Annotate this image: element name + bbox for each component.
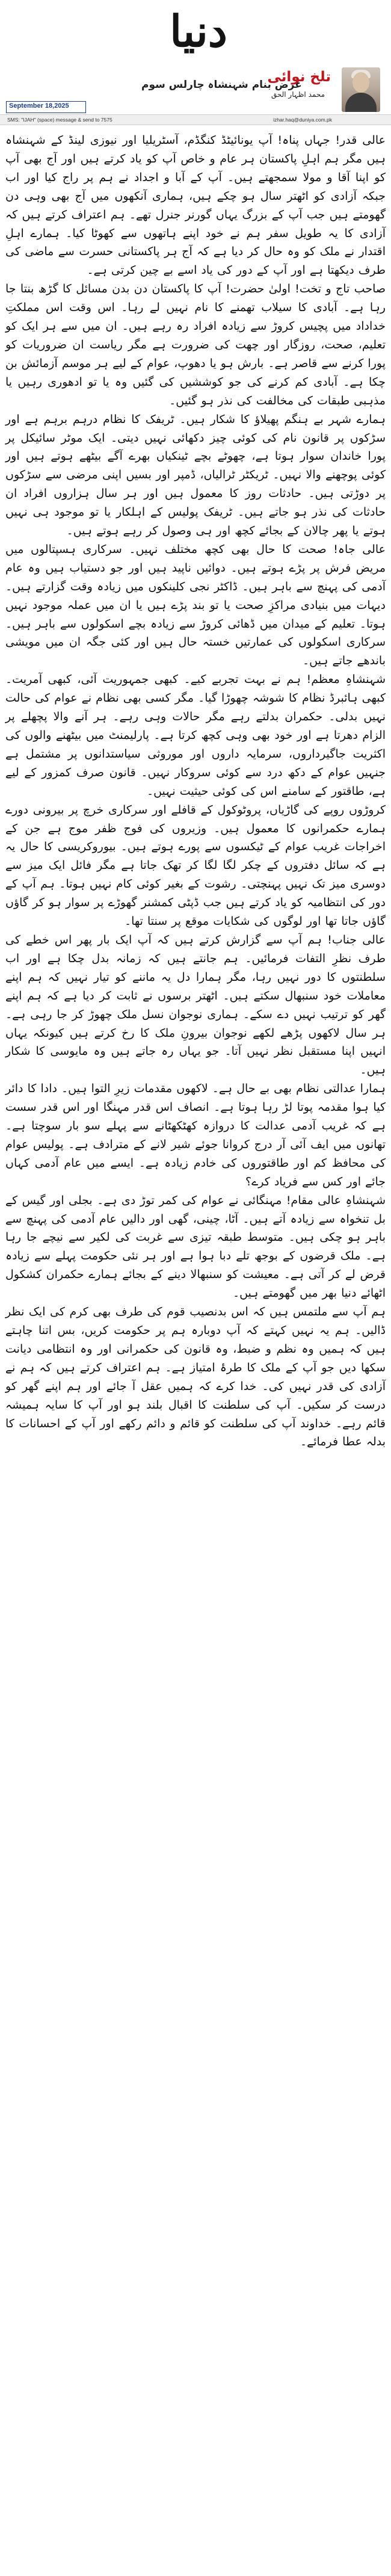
author-shoulders: [345, 93, 377, 112]
info-bar: [0, 114, 391, 125]
article-paragraph: ہمارا عدالتی نظام بھی بے حال ہے۔ لاکھوں مقدمات زیرِ التوا ہیں۔ دادا کا دائر کیا ہوا مقدمہ پوتا لڑ رہا ہوتا ہے۔ انصاف اس قدر مہنگا اور اس قدر سست ہے کہ غریب آدمی عدالت کا دروازہ کھٹکھٹانے سے پہلے سو بار سوچتا ہے۔ تھانوں میں ایف آئی آر درج کروانا جوئے شیر لانے کے مترادف ہے۔ پولیس عوام کی محافظ کم اور طاقتوروں کی خادم زیادہ ہے۔ ایسے میں عام آدمی کہاں جائے اور کس سے فریاد کرے؟: [5, 1082, 386, 1188]
article-paragraph: کروڑوں روپے کی گاڑیاں، پروٹوکول کے قافلے اور سرکاری خرچ پر بیرونی دورے ہمارے حکمرانوں کا معمول ہیں۔ وزیروں کی فوج ظفر موج ہے جن کے اخراجات غریب عوام کے ٹیکسوں سے پورے ہوتے ہیں۔ بیوروکریسی کا حال یہ ہے کہ سائل دفتروں کے چکر لگا لگا کر تھک جاتا ہے مگر فائل ایک میز سے دوسری میز تک نہیں پہنچتی۔ رشوت کے بغیر کوئی کام نہیں ہوتا۔ ہم آپ کے دور کی انتظامیہ کو یاد کرتے ہیں جب ڈپٹی کمشنر گھوڑے پر سوار ہو کر گاؤں گاؤں جاتا تھا اور لوگوں کی شکایات موقع پر سنتا تھا۔: [5, 803, 386, 928]
article-paragraph: عالی قدر! جہاں پناہ! آپ یونائیٹڈ کنگڈم، آسٹریلیا اور نیوزی لینڈ کے شہنشاہ ہیں مگر ہم اہلِ پاکستان ہر عام و خاص آپ کو یاد کرتے ہیں اور آج بھی آپ کو اپنا آقا و مولا سمجھتے ہیں۔ آپ کے آبا و اجداد نے ہم پر راج کیا اور اب جبکہ آزادی کو اٹھتر سال ہو چکے ہیں، ہماری آنکھوں میں آج بھی وہی دن گھومتے ہیں جب آپ کے بزرگ یہاں گورنر جنرل تھے۔ ہم اعتراف کرتے ہیں کہ آزادی کا یہ طویل سفر ہم نے خود اپنے ہاتھوں سے کھوٹا کیا۔ ہمارے اہلِ اقتدار نے ملک کو وہ حال کر دیا ہے کہ آج ہر پاکستانی حسرت سے ماضی کی طرف دیکھتا ہے اور آپ کے دور کی یاد اسے بے چین کرتی ہے۔: [5, 134, 386, 277]
masthead: [0, 0, 391, 129]
author-head: [353, 72, 369, 93]
author-photo: [342, 67, 380, 112]
article-paragraph: عالی جناب! ہم آپ سے گزارش کرتے ہیں کہ آپ ایک بار پھر اس خطے کی طرف نظرِ التفات فرمائیں۔ ہم جانتے ہیں کہ زمانہ بدل چکا ہے اور اب سلطنتوں کا دور نہیں رہا، مگر ہمارا دل یہ ماننے کو تیار نہیں کہ ہم اپنے معاملات خود سنبھال سکتے ہیں۔ اٹھتر برسوں نے ثابت کر دیا ہے کہ ہم اپنے گھر کو ترتیب نہیں دے سکے۔ ہماری نوجوان نسل ملک چھوڑ کر جا رہی ہے۔ ہر سال لاکھوں پڑھے لکھے نوجوان بیرونِ ملک کا رخ کرتے ہیں کیونکہ یہاں انہیں اپنا مستقبل نظر نہیں آتا۔ جو یہاں رہ جاتے ہیں وہ مایوسی کا شکار ہیں۔: [5, 933, 386, 1077]
article-paragraph: ہمارے شہر بے ہنگم پھیلاؤ کا شکار ہیں۔ ٹریفک کا نظام درہم برہم ہے اور سڑکوں پر قانون نام کی کوئی چیز دکھائی نہیں دیتی۔ ایک موٹر سائیکل پر پورا خاندان سوار ہوتا ہے، چھوٹے بچے ٹینکیاں بھرے آگے بیٹھے ہوتے ہیں اور کوئی پوچھنے والا نہیں۔ ٹریکٹر ٹرالیاں، ڈمپر اور بسیں اپنی مرضی سے سڑکوں پر دوڑتی ہیں۔ حادثات روز کا معمول ہیں اور ہر سال ہزاروں افراد ان حادثات کی نذر ہو جاتے ہیں۔ ٹریفک پولیس کے اہلکار یا تو موجود ہی نہیں ہوتے یا پھر چالان کے بجائے کچھ اور ہی وصول کر رہے ہوتے ہیں۔: [5, 412, 386, 538]
article-headline: عرض بنام شہنشاہ چارلس سوم: [141, 79, 302, 91]
article-paragraph: شہنشاہِ معظم! ہم نے بہت تجربے کیے۔ کبھی جمہوریت آئی، کبھی آمریت۔ کبھی ہائبرڈ نظام کا شوشہ چھوڑا گیا۔ مگر کسی بھی نظام نے عوام کی حالت نہیں بدلی۔ حکمران بدلتے رہے مگر حالات وہی رہے۔ ہر آنے والا پچھلے پر الزام دھرتا ہے اور خود بھی وہی کچھ کرتا ہے۔ پارلیمنٹ میں بیٹھنے والوں کی اکثریت جاگیرداروں، سرمایہ داروں اور موروثی سیاستدانوں پر مشتمل ہے جنہیں عوام کے دکھ درد سے کوئی سروکار نہیں۔ قانون صرف کمزور کے لیے ہے، طاقتور کے سامنے اس کی کوئی حیثیت نہیں۔: [5, 673, 386, 798]
newspaper-logo-text: دنیا: [170, 5, 227, 57]
column-name: تلخ نوائی: [267, 69, 331, 85]
author-email: izhar.haq@duniya.com.pk: [273, 117, 332, 123]
author-name: محمد اظہار الحق: [271, 90, 325, 99]
newspaper-logo: [153, 4, 244, 59]
sms-info: SMS: "IJAH" (space) message & send to 7575: [7, 117, 112, 123]
article-paragraph: صاحب تاج و تخت! اولیٰ حضرت! آپ کا پاکستان دن بدن مسائل کا گڑھ بنتا جا رہا ہے۔ آبادی کا سیلاب تھمنے کا نام نہیں لے رہا۔ اس وقت اس مملکتِ خداداد میں پچیس کروڑ سے زیادہ افراد رہ رہے ہیں۔ ان میں سے ہر ایک کو تعلیم، صحت، روزگار اور چھت کی ضرورت ہے مگر ریاست ان ضروریات کو پورا کرنے سے قاصر ہے۔ بارش ہو یا دھوپ، عوام کے لیے ہر موسم آزمائش بن چکا ہے۔ آبادی کم کرنے کی جو کوششیں کی گئیں وہ یا تو ادھوری رہیں یا مذہبی طبقات کی مخالفت کی نذر ہو گئیں۔: [5, 282, 386, 407]
article-paragraph: ہم آپ سے ملتمس ہیں کہ اس بدنصیب قوم کی طرف بھی کرم کی ایک نظر ڈالیں۔ ہم یہ نہیں کہتے کہ آپ دوبارہ ہم پر حکومت کریں، بس اتنا چاہتے ہیں کہ ہمیں وہ نظم و ضبط، وہ قانون کی حکمرانی اور وہ انتظامی دیانت سکھا دیں جو آپ کے ملک کا طرۂ امتیاز ہے۔ ہم اعتراف کرتے ہیں کہ ہم نے آزادی کی قدر نہیں کی۔ خدا کرے کہ ہمیں عقل آ جائے اور ہم اپنے گھر کو درست کر سکیں۔ آپ کی سلطنت کا اقبال بلند ہو اور آپ کا سایہ ہمیشہ قائم رہے۔ خداوند آپ کی سلطنت کو قائم و دائم رکھے اور آپ کے احسانات کا بدلہ عطا فرمائے۔: [5, 1305, 386, 1449]
article-paragraph: عالی جاہ! صحت کا حال بھی کچھ مختلف نہیں۔ سرکاری ہسپتالوں میں مریض فرش پر پڑے ہوتے ہیں۔ دوائیں ناپید ہیں اور جو دستیاب ہیں وہ عام آدمی کی پہنچ سے باہر ہیں۔ ڈاکٹر نجی کلینکوں میں زیادہ وقت گزارتے ہیں۔ دیہات میں بنیادی مراکزِ صحت یا تو بند پڑے ہیں یا ان میں عملہ موجود نہیں ہوتا۔ تعلیم کے میدان میں ڈھائی کروڑ سے زیادہ بچے اسکولوں سے باہر ہیں۔ سرکاری اسکولوں کی عمارتیں خستہ حال ہیں اور کئی جگہ ان میں مویشی باندھے جاتے ہیں۔: [5, 542, 386, 668]
article-body: [5, 131, 386, 1451]
publication-date: September 18,2025: [6, 101, 86, 113]
article-paragraph: شہنشاہِ عالی مقام! مہنگائی نے عوام کی کمر توڑ دی ہے۔ بجلی اور گیس کے بل تنخواہ سے زیادہ آتے ہیں۔ آٹا، چینی، گھی اور دالیں عام آدمی کی پہنچ سے باہر ہو چکی ہیں۔ متوسط طبقہ تیزی سے غربت کی لکیر سے نیچے جا رہا ہے۔ ملک قرضوں کے بوجھ تلے دبا ہوا ہے اور ہر نئی حکومت پہلے سے زیادہ قرض لے کر آتی ہے۔ معیشت کو سنبھالا دینے کے بجائے ہمارے حکمران کشکول اٹھائے دنیا بھر میں گھومتے ہیں۔: [5, 1193, 386, 1300]
